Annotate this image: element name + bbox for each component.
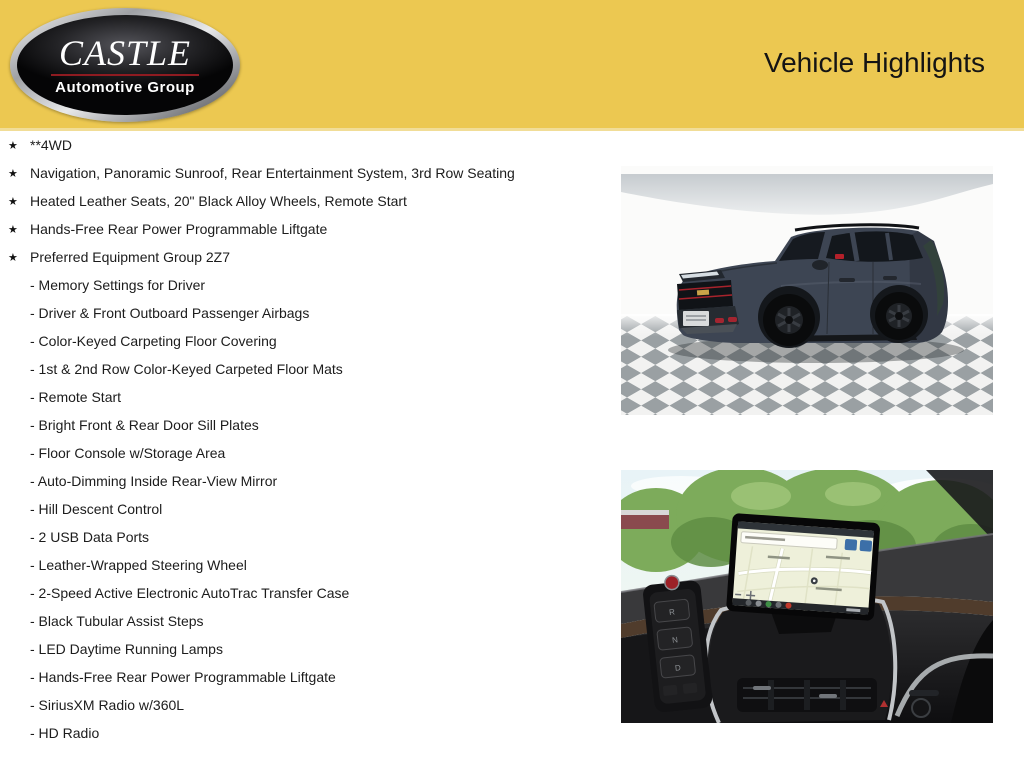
feature-list — [0, 131, 612, 747]
feature-row — [0, 187, 612, 215]
star-bullet-icon: ★ — [8, 223, 18, 236]
exterior-photo — [621, 166, 993, 415]
feature-sub-row — [0, 523, 612, 551]
feature-sub-item: - 2-Speed Active Electronic AutoTrac Transfer Case — [30, 585, 350, 601]
feature-sub-row — [0, 551, 612, 579]
feature-sub-item: - Remote Start — [30, 389, 122, 405]
feature-sub-row — [0, 383, 612, 411]
page-title: Vehicle Highlights — [763, 47, 985, 78]
feature-sub-item: - Black Tubular Assist Steps — [30, 613, 204, 629]
feature-sub-row — [0, 663, 612, 691]
air-vents — [737, 678, 877, 712]
feature-item: Hands-Free Rear Power Programmable Liftgate — [30, 221, 328, 237]
gear-label-d: D — [674, 663, 682, 673]
tahoe-illustration — [621, 166, 993, 415]
castle-logo — [10, 8, 240, 122]
gear-label-r: R — [668, 607, 676, 618]
feature-sub-row — [0, 719, 612, 747]
feature-sub-item: - Floor Console w/Storage Area — [30, 445, 226, 461]
gear-label-n: N — [671, 635, 679, 645]
feature-sub-row — [0, 495, 612, 523]
infotainment-screen — [726, 513, 880, 621]
feature-sub-item: - 1st & 2nd Row Color-Keyed Carpeted Floor Mats — [30, 361, 343, 377]
feature-sub-item: - Leather-Wrapped Steering Wheel — [30, 557, 247, 573]
feature-sub-row — [0, 635, 612, 663]
feature-item: Navigation, Panoramic Sunroof, Rear Entertainment System, 3rd Row Seating — [30, 165, 515, 181]
feature-sub-row — [0, 579, 612, 607]
feature-sub-item: - Color-Keyed Carpeting Floor Covering — [30, 333, 277, 349]
logo-subtitle-text: Automotive Group — [55, 78, 195, 96]
feature-item: **4WD — [30, 137, 73, 153]
star-bullet-icon: ★ — [8, 251, 18, 264]
feature-sub-row — [0, 355, 612, 383]
dashboard-illustration — [621, 470, 993, 723]
interior-photo — [621, 470, 993, 723]
feature-row — [0, 243, 612, 271]
feature-sub-row — [0, 467, 612, 495]
feature-sub-item: - Driver & Front Outboard Passenger Airbags — [30, 305, 310, 321]
feature-sub-row — [0, 271, 612, 299]
feature-sub-item: - HD Radio — [30, 725, 100, 741]
feature-sub-item: - Hill Descent Control — [30, 501, 163, 517]
feature-sub-item: - LED Daytime Running Lamps — [30, 641, 223, 657]
feature-sub-row — [0, 439, 612, 467]
feature-sub-row — [0, 691, 612, 719]
feature-row — [0, 131, 612, 159]
feature-sub-row — [0, 607, 612, 635]
feature-sub-item: - SiriusXM Radio w/360L — [30, 697, 185, 713]
feature-sub-item: - Memory Settings for Driver — [30, 277, 206, 293]
feature-row — [0, 159, 612, 187]
star-bullet-icon: ★ — [8, 139, 18, 152]
feature-item: Preferred Equipment Group 2Z7 — [30, 249, 230, 265]
feature-sub-item: - Bright Front & Rear Door Sill Plates — [30, 417, 259, 433]
feature-sub-item: - 2 USB Data Ports — [30, 529, 150, 545]
feature-sub-item: - Auto-Dimming Inside Rear-View Mirror — [30, 473, 278, 489]
header — [0, 0, 1024, 131]
castle-logo-oval — [17, 15, 233, 115]
feature-sub-row — [0, 411, 612, 439]
logo-brand-text: CASTLE — [51, 35, 199, 76]
feature-sub-row — [0, 327, 612, 355]
star-bullet-icon: ★ — [8, 195, 18, 208]
feature-item: Heated Leather Seats, 20" Black Alloy Wheels, Remote Start — [30, 193, 407, 209]
star-bullet-icon: ★ — [8, 167, 18, 180]
feature-sub-item: - Hands-Free Rear Power Programmable Liftgate — [30, 669, 336, 685]
feature-row — [0, 215, 612, 243]
feature-sub-row — [0, 299, 612, 327]
